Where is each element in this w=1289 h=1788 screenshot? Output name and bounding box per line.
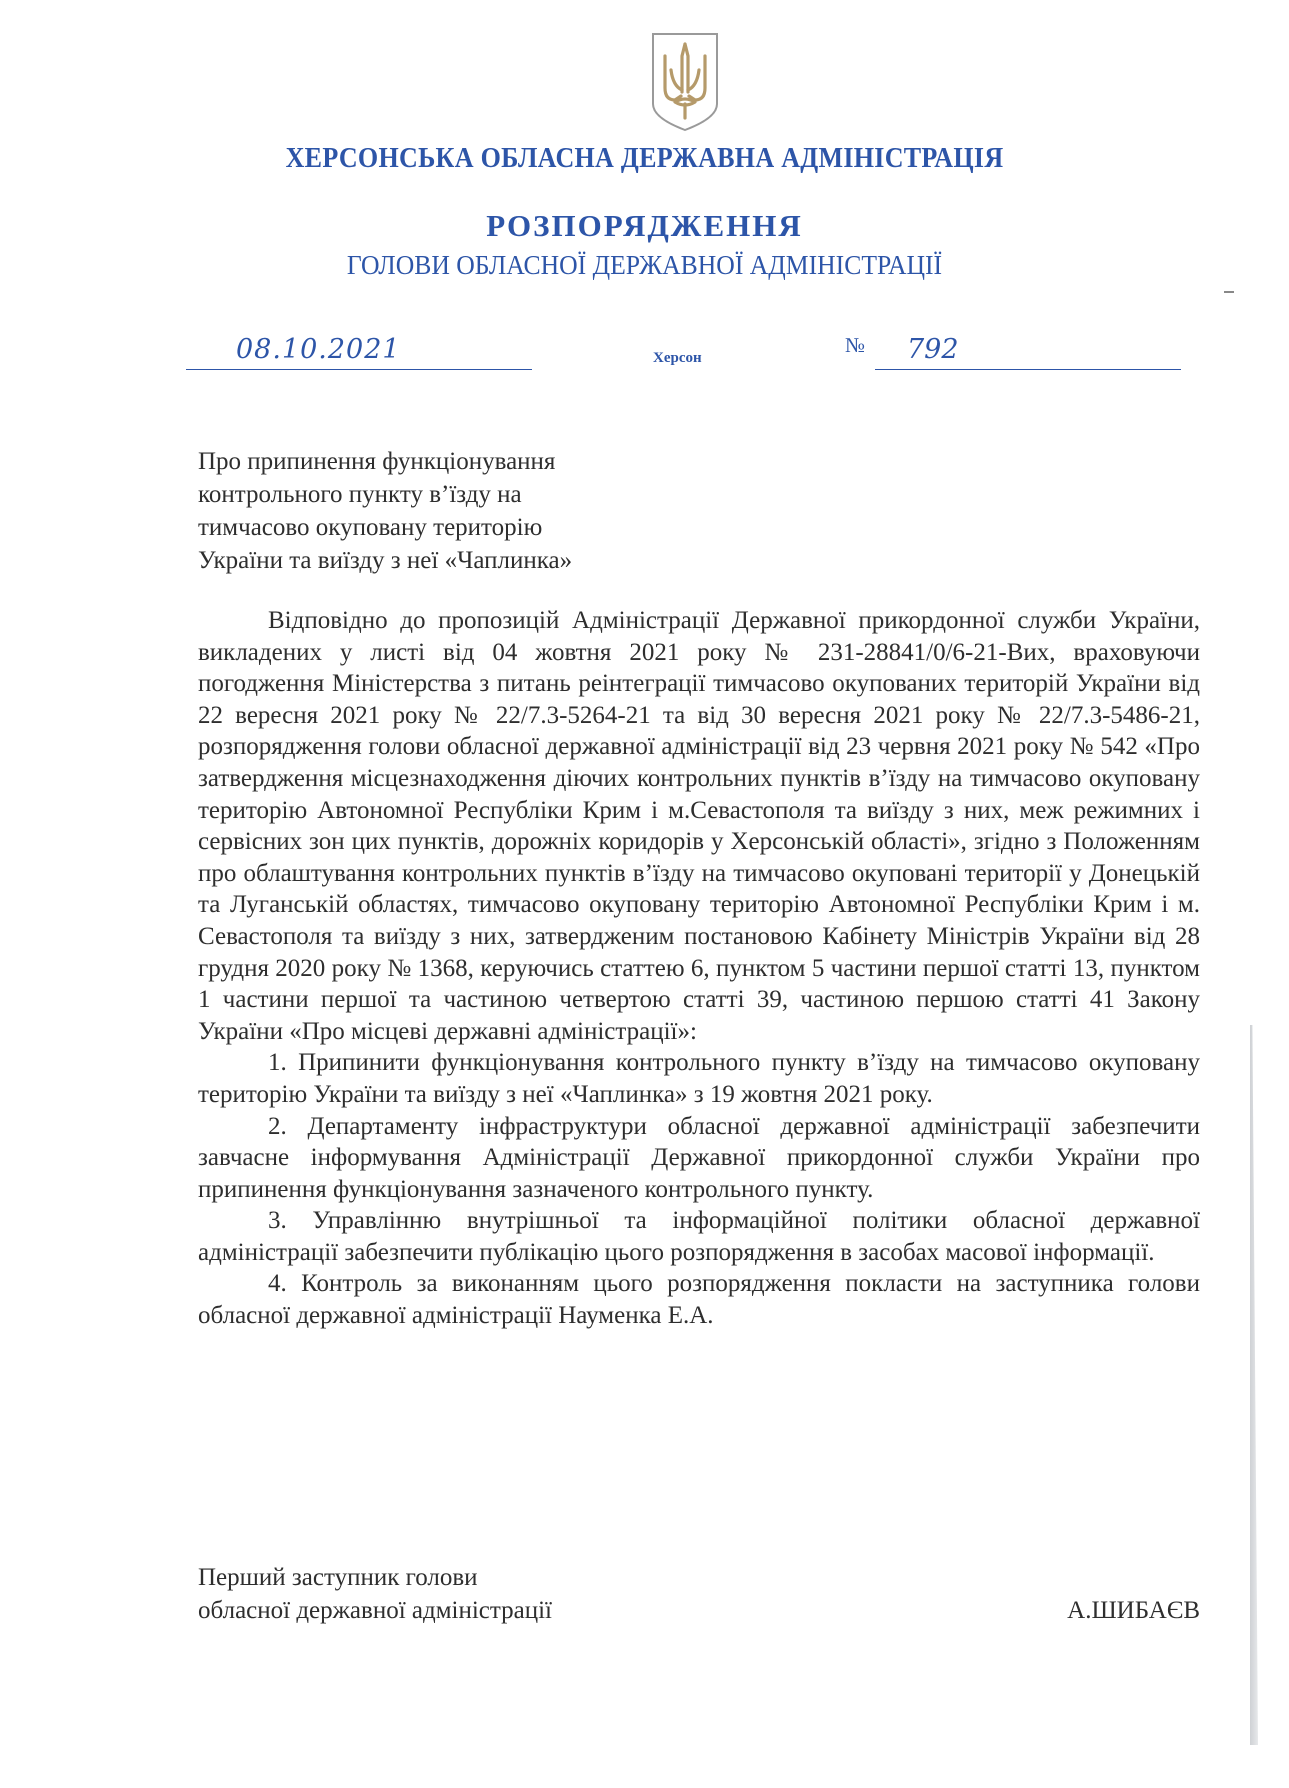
signatory-position-line: Перший заступник голови	[198, 1564, 478, 1591]
scan-artifact	[1224, 291, 1234, 293]
order-item: 2. Департаменту інфраструктури обласної державної адміністрації забезпечити завчасне інформування Адміністрації Державної прикордонної служби України про припинення функціонування зазначеного контрольного пункту.	[198, 1112, 1200, 1203]
order-item: 1. Припинити функціонування контрольного пункту в’їзду на тимчасово окуповану територію України та виїзду з неї «Чаплинка» з 19 жовтня 2021 року.	[198, 1049, 1200, 1108]
order-item: 3. Управлінню внутрішньої та інформаційної політики обласної державної адміністрації забезпечити публікацію цього розпорядження в засобах масової інформації.	[198, 1207, 1200, 1266]
preamble-paragraph: Відповідно до пропозицій Адміністрації Державної прикордонної служби України, викладених у листі від 04 жовтня 2021 року № 231-28841/0/6-21-Вих, враховуючи погодження Міністерства з питань реінтеграції тимчасово окупованих територій України від 22 вересня 2021 року № 22/7.3-5264-21 та від 30 вересня 2021 року № 22/7.3-5486-21, розпорядження голови обласної державної адміністрації від 23 червня 2021 року № 542 «Про затвердження місцезнаходження діючих контрольних пунктів в’їзду на тимчасово окуповану територію Автономної Республіки Крим і м.Севастополя та виїзду з них, меж режимних і сервісних зон цих пунктів, дорожніх коридорів у Херсонській області», згідно з Положенням про облаштування контрольних пунктів в’їзду на тимчасово окуповані території у Донецькій та Луганській областях, тимчасово окуповану територію Автономної Республіки Крим і м. Севастополя та виїзду з них, затвердженим постановою Кабінету Міністрів України від 28 грудня 2020 року № 1368, керуючись статтею 6, пунктом 5 частини першої статті 13, пунктом 1 частини першої та частиною четвертою статті 39, частиною першою статті 41 Закону України «Про місцеві державні адміністрації»:	[198, 607, 1200, 1045]
document-subtype-heading: ГОЛОВИ ОБЛАСНОЇ ДЕРЖАВНОЇ АДМІНІСТРАЦІЇ	[346, 250, 943, 280]
subject-line: України та виїзду з неї «Чаплинка»	[198, 547, 573, 574]
ukraine-trident-emblem-icon	[649, 30, 721, 134]
subject-line: Про припинення функціонування	[198, 448, 556, 475]
document-subject	[198, 445, 658, 577]
document-number: 792	[907, 334, 959, 365]
signatory-position-line: обласної державної адміністрації	[198, 1597, 553, 1624]
organization-title: ХЕРСОНСЬКА ОБЛАСНА ДЕРЖАВНА АДМІНІСТРАЦІЯ	[285, 143, 1004, 174]
subject-line: контрольного пункту в’їзду на	[198, 481, 522, 508]
document-body	[198, 605, 1200, 1332]
document-type-heading: РОЗПОРЯДЖЕННЯ	[486, 208, 803, 243]
signatory-name: А.ШИБАЄВ	[1067, 1597, 1200, 1624]
number-sign: №	[845, 333, 866, 357]
document-date: 08.10.2021	[236, 334, 401, 365]
subject-line: тимчасово окуповану територію	[198, 514, 543, 541]
signature-block	[198, 1561, 1200, 1627]
page-edge-shadow	[1250, 1025, 1258, 1745]
order-item: 4. Контроль за виконанням цього розпорядження покласти на заступника голови обласної державної адміністрації Науменка Е.А.	[198, 1270, 1200, 1330]
city-label: Херсон	[653, 350, 702, 366]
